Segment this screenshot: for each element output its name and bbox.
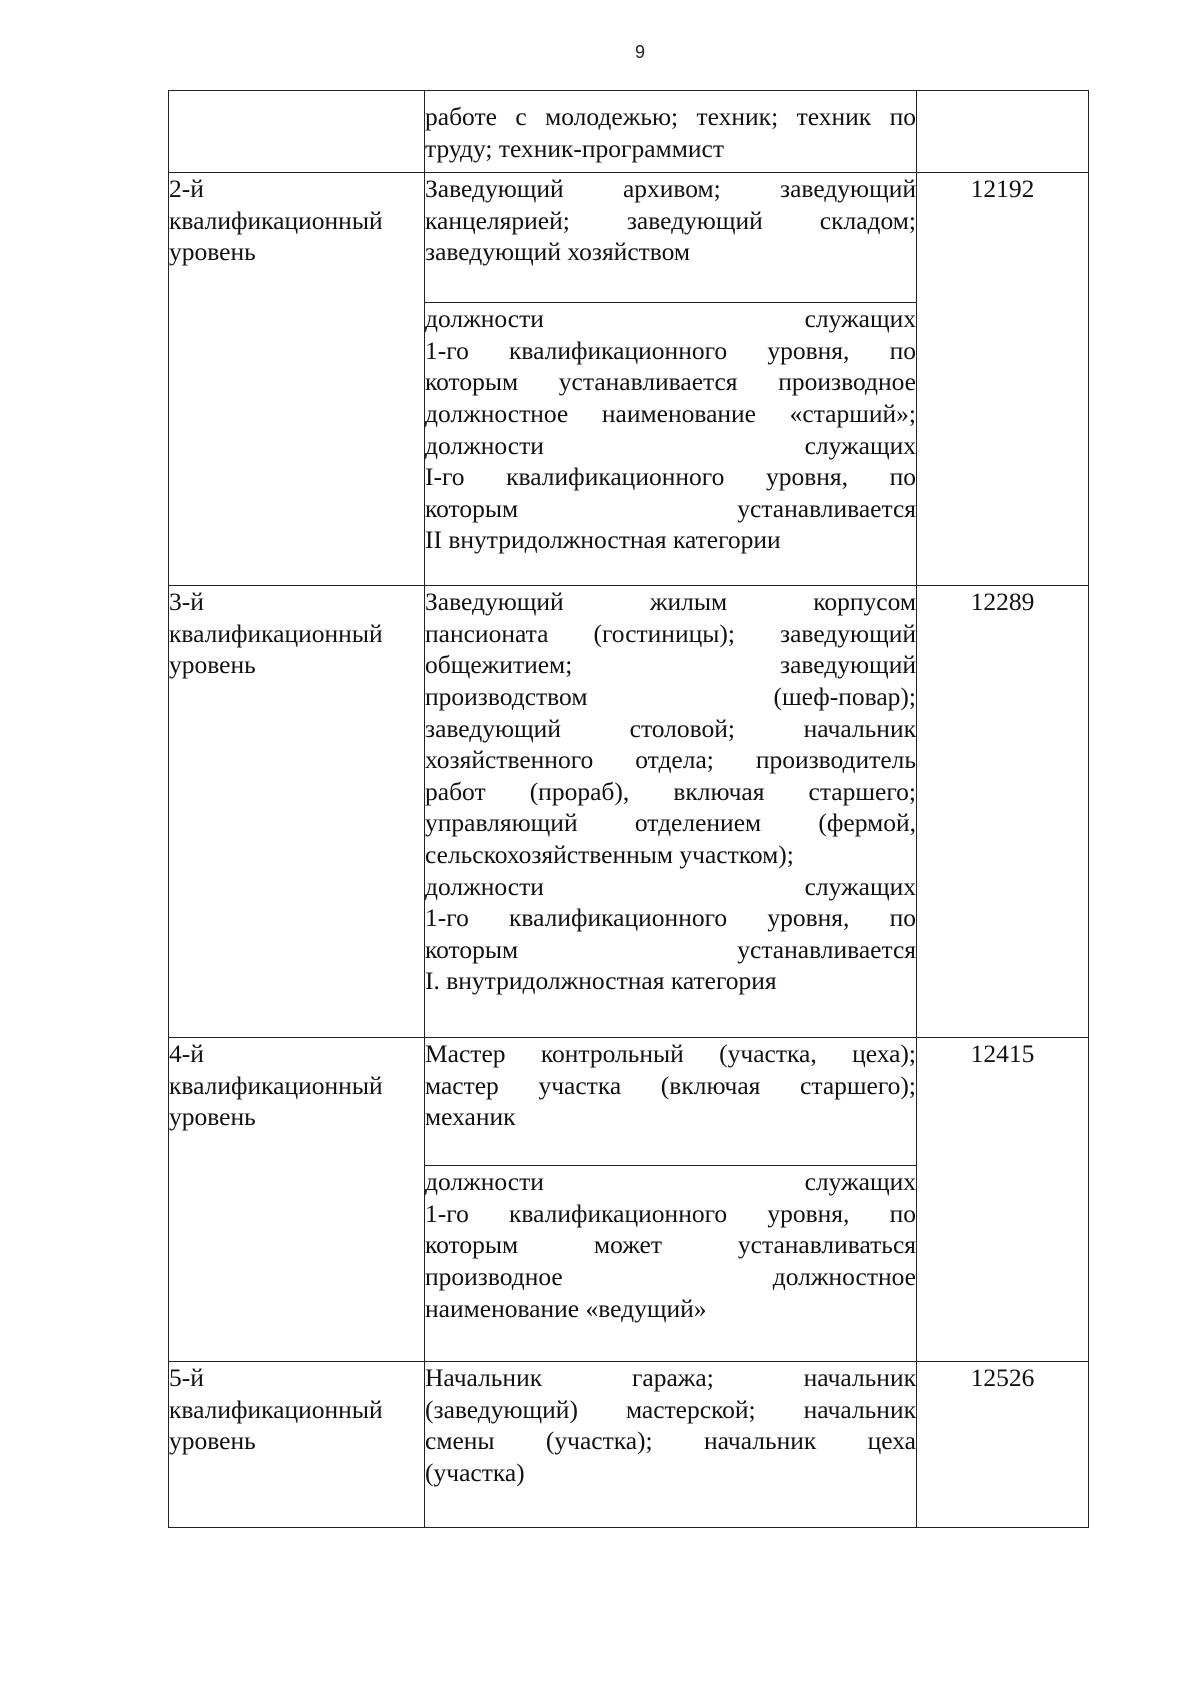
- description-line: управляющий отделением (фермой,: [425, 808, 916, 838]
- description-line: работ (прораб), включая старшего;: [425, 776, 916, 806]
- description-cell: [425, 303, 917, 586]
- description-line: канцелярией; заведующий складом;: [425, 205, 916, 235]
- table-row: [169, 586, 1089, 1038]
- level-cell: [169, 173, 425, 586]
- level-word: квалификационный: [169, 618, 383, 648]
- description-cell: [425, 173, 917, 303]
- description-line: I. внутридолжностная категория: [425, 966, 777, 996]
- description-line: (заведующий) мастерской; начальник: [425, 1394, 916, 1424]
- description-line: (участка): [425, 1457, 525, 1487]
- level-word: уровень: [169, 1102, 256, 1132]
- description-line: которым устанавливается: [425, 934, 916, 964]
- description-line: заведующий хозяйством: [425, 237, 691, 267]
- page-number: 9: [634, 42, 645, 62]
- description-line: должности служащих: [425, 430, 916, 460]
- level-number: 2-й: [169, 174, 204, 204]
- level-word: квалификационный: [169, 1070, 383, 1100]
- code-cell: 12289: [917, 586, 1089, 1038]
- description-line: II внутридолжностная категории: [425, 525, 781, 555]
- description-line: должностное наименование «старший»;: [425, 398, 916, 428]
- level-word: уровень: [169, 1426, 256, 1456]
- level-number: 3-й: [169, 587, 204, 617]
- description-line: которым устанавливается: [425, 493, 916, 523]
- code-cell: 12415: [917, 1038, 1089, 1362]
- table-row: [169, 1038, 1089, 1166]
- description-line: сельскохозяйственным участком);: [425, 839, 794, 869]
- level-cell: [169, 586, 425, 1038]
- level-cell: [169, 1362, 425, 1528]
- description-line: смены (участка); начальник цеха: [425, 1426, 916, 1456]
- description-line: работе с молодежью; техник; техник по: [425, 102, 916, 131]
- level-number: 5-й: [169, 1363, 204, 1393]
- description-line: труду; техник-программист: [425, 133, 724, 163]
- description-line: производством (шеф-повар);: [425, 681, 916, 711]
- table-row: [169, 91, 1089, 173]
- level-number: 4-й: [169, 1039, 204, 1069]
- description-line: 1-го квалификационного уровня, по: [425, 903, 916, 933]
- description-line: I-го квалификационного уровня, по: [425, 462, 916, 492]
- description-line: хозяйственного отдела; производитель: [425, 745, 916, 775]
- description-line: которым может устанавливаться: [425, 1230, 916, 1260]
- description-cell: [425, 91, 917, 173]
- description-line: наименование «ведущий»: [425, 1293, 707, 1323]
- description-cell: [425, 1362, 917, 1528]
- description-line: которым устанавливается производное: [425, 367, 916, 397]
- description-line: должности служащих: [425, 304, 916, 334]
- qualification-table: [168, 90, 1089, 1528]
- code-cell: 12526: [917, 1362, 1089, 1528]
- level-word: уровень: [169, 237, 256, 267]
- description-line: механик: [425, 1102, 516, 1132]
- description-line: должности служащих: [425, 1167, 916, 1197]
- description-line: производное должностное: [425, 1261, 916, 1291]
- level-word: уровень: [169, 650, 256, 680]
- description-line: заведующий столовой; начальник: [425, 713, 916, 743]
- description-line: Начальник гаража; начальник: [425, 1363, 916, 1393]
- description-line: 1-го квалификационного уровня, по: [425, 335, 916, 365]
- description-line: общежитием; заведующий: [425, 650, 916, 680]
- description-cell: [425, 1166, 917, 1362]
- level-word: квалификационный: [169, 205, 383, 235]
- description-line: пансионата (гостиницы); заведующий: [425, 618, 916, 648]
- description-cell: [425, 1038, 917, 1166]
- description-line: Заведующий жилым корпусом: [425, 587, 916, 617]
- level-word: квалификационный: [169, 1394, 383, 1424]
- description-line: Мастер контрольный (участка, цеха);: [425, 1039, 916, 1069]
- table-row: [169, 173, 1089, 303]
- description-line: мастер участка (включая старшего);: [425, 1070, 916, 1100]
- table-row: [169, 1362, 1089, 1528]
- level-cell-empty: [169, 91, 425, 173]
- description-line: Заведующий архивом; заведующий: [425, 174, 916, 204]
- description-cell: [425, 586, 917, 1038]
- code-cell-empty: [917, 91, 1089, 173]
- description-line: 1-го квалификационного уровня, по: [425, 1198, 916, 1228]
- description-line: должности служащих: [425, 871, 916, 901]
- level-cell: [169, 1038, 425, 1362]
- code-cell: 12192: [917, 173, 1089, 586]
